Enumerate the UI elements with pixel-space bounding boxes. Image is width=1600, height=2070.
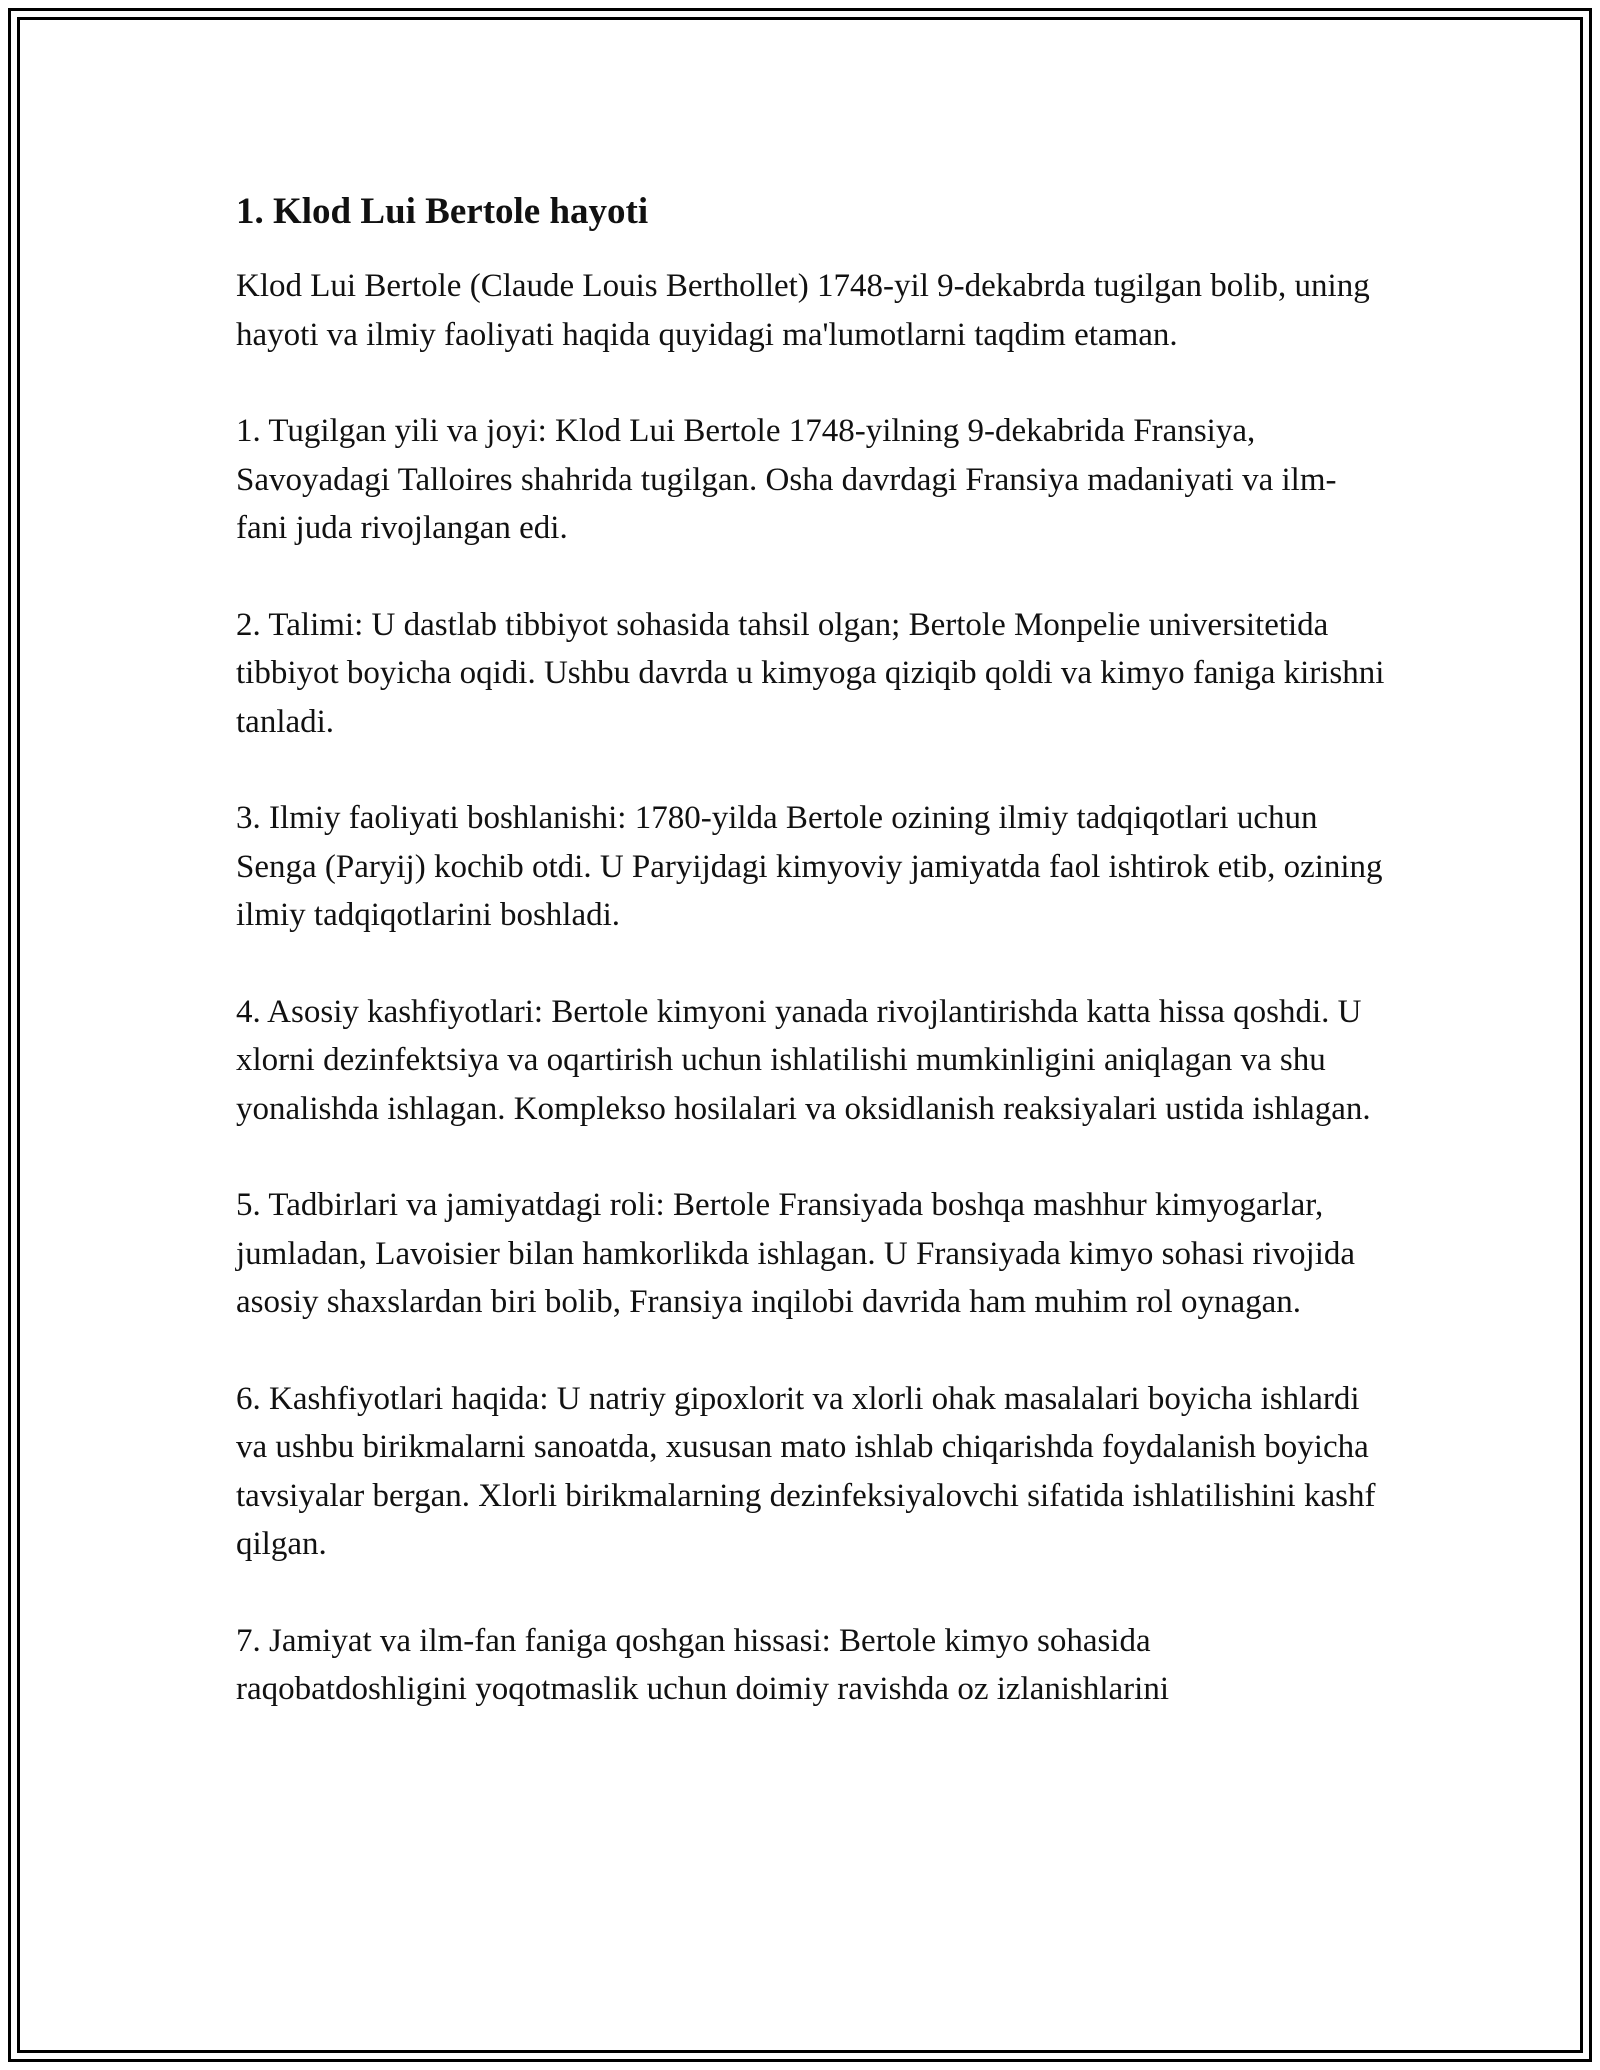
education-paragraph: 2. Talimi: U dastlab tibbiyot sohasida tahsil olgan; Bertole Monpelie universitetida tibbiyot boyicha oqidi. Ushbu davrda u kimyoga qiziqib qoldi va kimyo faniga kirishni tanladi. — [236, 606, 1385, 740]
society-role-paragraph: 5. Tadbirlari va jamiyatdagi roli: Bertole Fransiyada boshqa mashhur kimyogarlar, jumladan, Lavoisier bilan hamkorlikda ishlagan. U Fransiyada kimyo sohasi rivojida asosiy shaxslardan biri bolib, Fransiya inqilobi davrida ham muhim rol oynagan. — [236, 1187, 1356, 1320]
document-heading: 1. Klod Lui Bertole hayoti — [236, 191, 649, 232]
discoveries-paragraph: 4. Asosiy kashfiyotlari: Bertole kimyoni yanada rivojlantirishda katta hissa qoshdi. U xlorni dezinfektsiya va oqartirish uchun ishlatilishi mumkinligini aniqlagan va shu yonalishda ishlagan. Komplekso hosilalari va oksidlanish reaksiyalari ustida ishlagan. — [236, 993, 1371, 1127]
discoveries-detail-paragraph: 6. Kashfiyotlari haqida: U natriy gipoxlorit va xlorli ohak masalalari boyicha ishlardi va ushbu birikmalarni sanoatda, xususan mato ishlab chiqarishda foydalanish boyicha tavsiyalar bergan. Xlorli birikmalarning dezinfeksiyalovchi sifatida ishlatilishini kashf qilgan. — [236, 1380, 1376, 1562]
career-start-paragraph: 3. Ilmiy faoliyati boshlanishi: 1780-yilda Bertole ozining ilmiy tadqiqotlari uchun Senga (Paryij) kochib otdi. U Paryijdagi kimyoviy jamiyatda faol ishtirok etib, ozining ilmiy tadqiqotlarini boshladi. — [236, 800, 1383, 933]
intro-paragraph: Klod Lui Bertole (Claude Louis Berthollet) 1748-yil 9-dekabrda tugilgan bolib, uning hayoti va ilmiy faoliyati haqida quyidagi ma'lumotlarni taqdim etaman. — [236, 268, 1370, 353]
birth-paragraph: 1. Tugilgan yili va joyi: Klod Lui Bertole 1748-yilning 9-dekabrida Fransiya, Savoyadagi Talloires shahrida tugilgan. Osha davrdagi Fransiya madaniyati va ilm-fani juda rivojlangan edi. — [236, 413, 1337, 546]
contribution-paragraph: 7. Jamiyat va ilm-fan faniga qoshgan hissasi: Bertole kimyo sohasida raqobatdoshligini yoqotmaslik uchun doimiy ravishda oz izlanishlarini — [236, 1622, 1170, 1707]
document-body — [236, 188, 1386, 1714]
